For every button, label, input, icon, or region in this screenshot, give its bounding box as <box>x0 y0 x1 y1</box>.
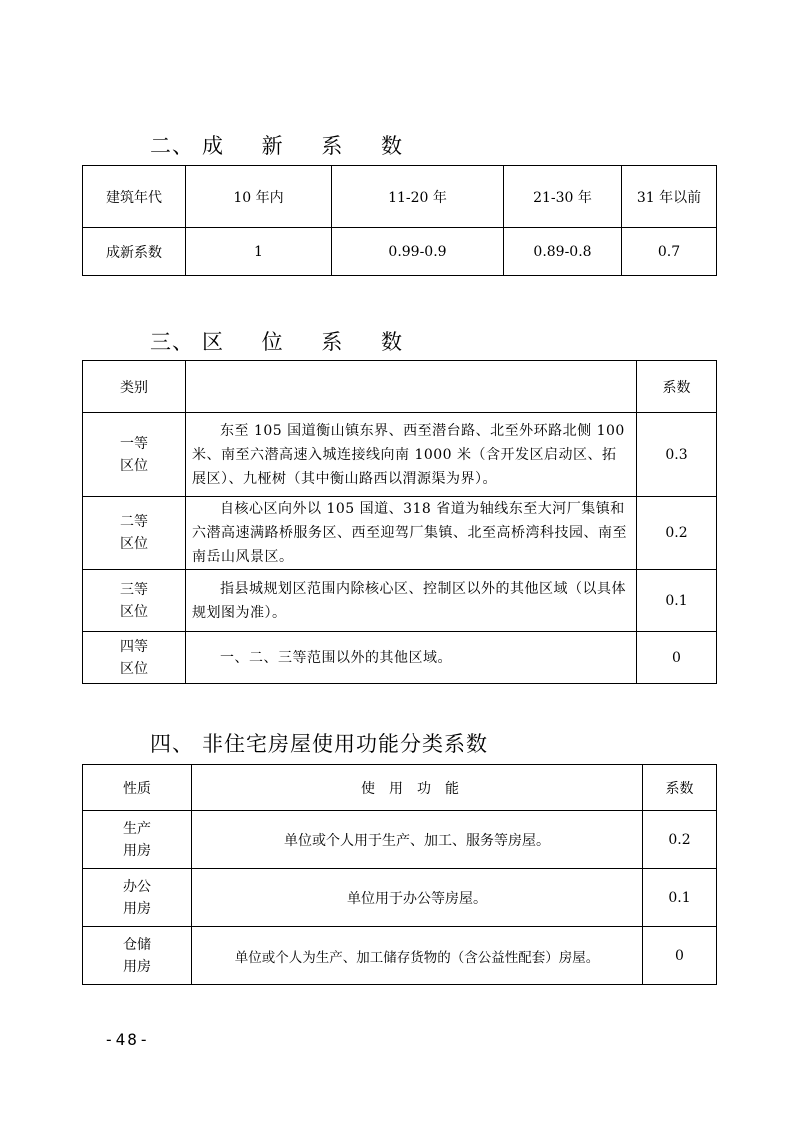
location-coefficient-table <box>82 360 717 684</box>
table-cell: 单位或个人用于生产、加工、服务等房屋。 <box>192 811 643 869</box>
table-row <box>83 632 717 684</box>
table-cell: 使用功能 <box>192 765 643 811</box>
table-row <box>83 927 717 985</box>
table-cell: 系数 <box>643 765 717 811</box>
function-coefficient-table <box>82 764 717 985</box>
table-cell: 31 年以前 <box>622 166 717 228</box>
table-cell: 三等 区位 <box>83 570 186 632</box>
table-cell: 类别 <box>83 361 186 413</box>
section-heading-3 <box>150 326 418 356</box>
table-cell: 单位或个人为生产、加工储存货物的（含公益性配套）房屋。 <box>192 927 643 985</box>
table-cell: 生产 用房 <box>83 811 192 869</box>
section-heading-2 <box>150 130 418 160</box>
section-number: 四、 <box>150 732 194 756</box>
table-header-row <box>83 361 717 413</box>
table-cell: 四等 区位 <box>83 632 186 684</box>
page-number: -48- <box>104 1030 151 1049</box>
table-cell: 性质 <box>83 765 192 811</box>
section-title: 区 位 系 数 <box>202 330 419 354</box>
table-cell: 11-20 年 <box>332 166 504 228</box>
age-coefficient-table <box>82 165 717 276</box>
section-title: 非住宅房屋使用功能分类系数 <box>202 732 488 756</box>
table-row <box>83 413 717 497</box>
table-header-row <box>83 166 717 228</box>
section-title: 成 新 系 数 <box>202 134 419 158</box>
table-cell: 二等 区位 <box>83 497 186 570</box>
table-cell: 0 <box>637 632 717 684</box>
table-row <box>83 228 717 276</box>
table-cell: 一、二、三等范围以外的其他区域。 <box>186 632 637 684</box>
table-cell: 单位用于办公等房屋。 <box>192 869 643 927</box>
section-number: 二、 <box>150 134 194 158</box>
table-cell: 0.3 <box>637 413 717 497</box>
table-cell: 0.1 <box>643 869 717 927</box>
table-row <box>83 570 717 632</box>
section-heading-4 <box>150 728 488 758</box>
table-cell: 指县城规划区范围内除核心区、控制区以外的其他区域（以具体规划图为准）。 <box>186 570 637 632</box>
table-cell: 0.89-0.8 <box>504 228 622 276</box>
table-cell: 0.99-0.9 <box>332 228 504 276</box>
table-row <box>83 497 717 570</box>
table-cell: 东至 105 国道衡山镇东界、西至潜台路、北至外环路北侧 100 米、南至六潜高速入城连接线向南 1000 米（含开发区启动区、拓展区）、九桠树（其中衡山路西以渭源渠为界）。 <box>186 413 637 497</box>
table-cell <box>186 361 637 413</box>
table-cell: 0.2 <box>637 497 717 570</box>
table-cell: 1 <box>186 228 332 276</box>
table-cell: 一等 区位 <box>83 413 186 497</box>
table-cell: 自核心区向外以 105 国道、318 省道为轴线东至大河厂集镇和六潜高速满路桥服务区、西至迎驾厂集镇、北至高桥湾科技园、南至南岳山风景区。 <box>186 497 637 570</box>
table-cell: 办公 用房 <box>83 869 192 927</box>
section-number: 三、 <box>150 330 194 354</box>
table-row <box>83 811 717 869</box>
table-cell: 仓储 用房 <box>83 927 192 985</box>
table-cell: 0.2 <box>643 811 717 869</box>
table-cell: 0.7 <box>622 228 717 276</box>
table-cell: 0 <box>643 927 717 985</box>
table-cell: 10 年内 <box>186 166 332 228</box>
table-cell: 21-30 年 <box>504 166 622 228</box>
table-header-row <box>83 765 717 811</box>
table-cell: 系数 <box>637 361 717 413</box>
table-cell: 成新系数 <box>83 228 186 276</box>
table-row <box>83 869 717 927</box>
table-cell: 建筑年代 <box>83 166 186 228</box>
table-cell: 0.1 <box>637 570 717 632</box>
